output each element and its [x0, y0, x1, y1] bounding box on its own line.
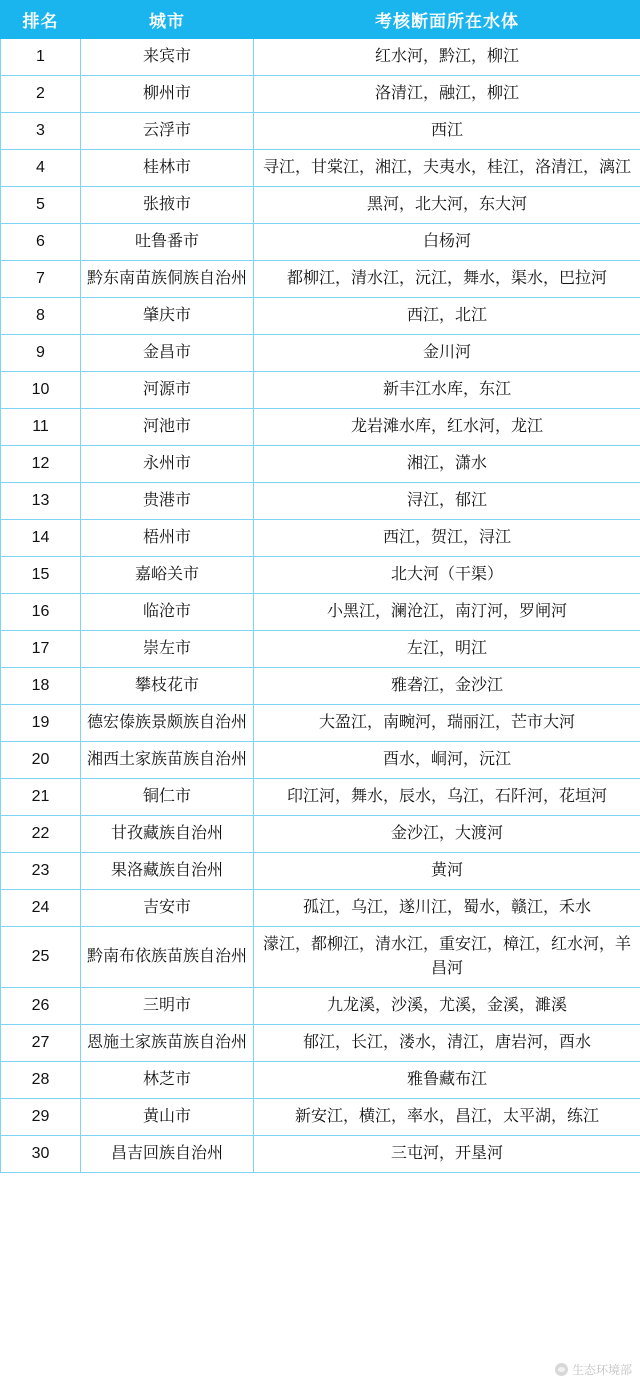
- cell-rank: 8: [1, 298, 81, 335]
- cell-rank: 22: [1, 816, 81, 853]
- cell-rank: 26: [1, 988, 81, 1025]
- cell-rank: 16: [1, 594, 81, 631]
- table-row: [1, 927, 640, 988]
- cell-rank: 17: [1, 631, 81, 668]
- cell-city: 黔东南苗族侗族自治州: [81, 261, 254, 298]
- table-row: [1, 335, 640, 372]
- cell-rank: 7: [1, 261, 81, 298]
- cell-rank: 25: [1, 927, 81, 988]
- cell-water-body: 红水河，黔江，柳江: [254, 39, 640, 76]
- table-row: [1, 988, 640, 1025]
- cell-city: 铜仁市: [81, 779, 254, 816]
- cell-water-body: 龙岩滩水库，红水河，龙江: [254, 409, 640, 446]
- cell-rank: 6: [1, 224, 81, 261]
- table-row: [1, 1099, 640, 1136]
- cell-rank: 9: [1, 335, 81, 372]
- cell-water-body: 金川河: [254, 335, 640, 372]
- cell-water-body: 大盈江，南畹河，瑞丽江，芒市大河: [254, 705, 640, 742]
- column-header-rank: 排名: [1, 1, 81, 39]
- cell-rank: 23: [1, 853, 81, 890]
- cell-city: 甘孜藏族自治州: [81, 816, 254, 853]
- cell-rank: 29: [1, 1099, 81, 1136]
- cell-city: 恩施土家族苗族自治州: [81, 1025, 254, 1062]
- table-row: [1, 816, 640, 853]
- table-header: [1, 1, 640, 39]
- column-header-city: 城市: [81, 1, 254, 39]
- cell-water-body: 新丰江水库，东江: [254, 372, 640, 409]
- cell-rank: 20: [1, 742, 81, 779]
- cell-water-body: 西江，贺江，浔江: [254, 520, 640, 557]
- cell-rank: 10: [1, 372, 81, 409]
- cell-water-body: 濛江，都柳江，清水江，重安江，樟江，红水河，羊昌河: [254, 927, 640, 988]
- cell-water-body: 湘江，潇水: [254, 446, 640, 483]
- table-row: [1, 76, 640, 113]
- cell-rank: 12: [1, 446, 81, 483]
- cell-water-body: 三屯河，开垦河: [254, 1136, 640, 1173]
- cell-water-body: 左江，明江: [254, 631, 640, 668]
- table-body: [1, 39, 640, 1173]
- cell-rank: 24: [1, 890, 81, 927]
- cell-water-body: 黄河: [254, 853, 640, 890]
- table-row: [1, 298, 640, 335]
- table-row: [1, 668, 640, 705]
- cell-water-body: 白杨河: [254, 224, 640, 261]
- cell-water-body: 雅砻江，金沙江: [254, 668, 640, 705]
- cell-city: 肇庆市: [81, 298, 254, 335]
- table-row: [1, 1025, 640, 1062]
- cell-water-body: 雅鲁藏布江: [254, 1062, 640, 1099]
- cell-water-body: 北大河（干渠）: [254, 557, 640, 594]
- cell-rank: 2: [1, 76, 81, 113]
- cell-city: 云浮市: [81, 113, 254, 150]
- table-row: [1, 187, 640, 224]
- table-row: [1, 224, 640, 261]
- cell-city: 河池市: [81, 409, 254, 446]
- cell-city: 柳州市: [81, 76, 254, 113]
- cell-rank: 14: [1, 520, 81, 557]
- cell-city: 金昌市: [81, 335, 254, 372]
- cell-water-body: 郁江，长江，溇水，清江，唐岩河，酉水: [254, 1025, 640, 1062]
- cell-water-body: 酉水，峒河，沅江: [254, 742, 640, 779]
- table-row: [1, 557, 640, 594]
- cell-city: 桂林市: [81, 150, 254, 187]
- table-row: [1, 372, 640, 409]
- watermark: [555, 1361, 632, 1378]
- table-row: [1, 705, 640, 742]
- table-row: [1, 261, 640, 298]
- cell-rank: 27: [1, 1025, 81, 1062]
- cell-city: 吉安市: [81, 890, 254, 927]
- cell-city: 德宏傣族景颇族自治州: [81, 705, 254, 742]
- cell-city: 河源市: [81, 372, 254, 409]
- cell-water-body: 孤江，乌江，遂川江，蜀水，赣江，禾水: [254, 890, 640, 927]
- watermark-label: 生态环境部: [571, 1363, 632, 1377]
- cell-city: 临沧市: [81, 594, 254, 631]
- cell-city: 林芝市: [81, 1062, 254, 1099]
- table-row: [1, 483, 640, 520]
- cell-water-body: 黑河，北大河，东大河: [254, 187, 640, 224]
- cell-water-body: 西江: [254, 113, 640, 150]
- cell-city: 崇左市: [81, 631, 254, 668]
- cell-city: 黄山市: [81, 1099, 254, 1136]
- table-row: [1, 594, 640, 631]
- cell-rank: 15: [1, 557, 81, 594]
- table-row: [1, 409, 640, 446]
- table-row: [1, 446, 640, 483]
- cell-city: 三明市: [81, 988, 254, 1025]
- cell-water-body: 印江河，舞水，辰水，乌江，石阡河，花垣河: [254, 779, 640, 816]
- cell-city: 张掖市: [81, 187, 254, 224]
- table-row: [1, 890, 640, 927]
- cell-city: 攀枝花市: [81, 668, 254, 705]
- cell-city: 贵港市: [81, 483, 254, 520]
- cell-rank: 21: [1, 779, 81, 816]
- cell-rank: 4: [1, 150, 81, 187]
- cell-city: 昌吉回族自治州: [81, 1136, 254, 1173]
- table-row: [1, 113, 640, 150]
- cell-water-body: 小黑江，澜沧江，南汀河，罗闸河: [254, 594, 640, 631]
- cell-city: 吐鲁番市: [81, 224, 254, 261]
- table-row: [1, 631, 640, 668]
- cell-city: 永州市: [81, 446, 254, 483]
- cell-rank: 30: [1, 1136, 81, 1173]
- cell-water-body: 金沙江，大渡河: [254, 816, 640, 853]
- cell-water-body: 洛清江，融江，柳江: [254, 76, 640, 113]
- cell-city: 梧州市: [81, 520, 254, 557]
- cell-city: 湘西土家族苗族自治州: [81, 742, 254, 779]
- cell-rank: 3: [1, 113, 81, 150]
- cell-city: 果洛藏族自治州: [81, 853, 254, 890]
- cell-water-body: 寻江，甘棠江，湘江，夫夷水，桂江，洛清江，漓江: [254, 150, 640, 187]
- weibo-icon: [555, 1363, 568, 1376]
- table-row: [1, 520, 640, 557]
- cell-rank: 28: [1, 1062, 81, 1099]
- cell-city: 嘉峪关市: [81, 557, 254, 594]
- cell-rank: 13: [1, 483, 81, 520]
- table-row: [1, 779, 640, 816]
- table-row: [1, 1136, 640, 1173]
- cell-water-body: 浔江，郁江: [254, 483, 640, 520]
- cell-city: 来宾市: [81, 39, 254, 76]
- table-header-row: [1, 1, 640, 39]
- cell-rank: 11: [1, 409, 81, 446]
- table-row: [1, 150, 640, 187]
- table-row: [1, 853, 640, 890]
- table-row: [1, 742, 640, 779]
- cell-rank: 18: [1, 668, 81, 705]
- cell-water-body: 新安江，横江，率水，昌江，太平湖，练江: [254, 1099, 640, 1136]
- table-row: [1, 39, 640, 76]
- cell-rank: 5: [1, 187, 81, 224]
- cell-water-body: 西江，北江: [254, 298, 640, 335]
- cell-water-body: 九龙溪，沙溪，尤溪，金溪，濉溪: [254, 988, 640, 1025]
- cell-rank: 19: [1, 705, 81, 742]
- cell-rank: 1: [1, 39, 81, 76]
- table-row: [1, 1062, 640, 1099]
- cell-city: 黔南布依族苗族自治州: [81, 927, 254, 988]
- cell-water-body: 都柳江，清水江，沅江，舞水，渠水，巴拉河: [254, 261, 640, 298]
- column-header-water: 考核断面所在水体: [254, 1, 640, 39]
